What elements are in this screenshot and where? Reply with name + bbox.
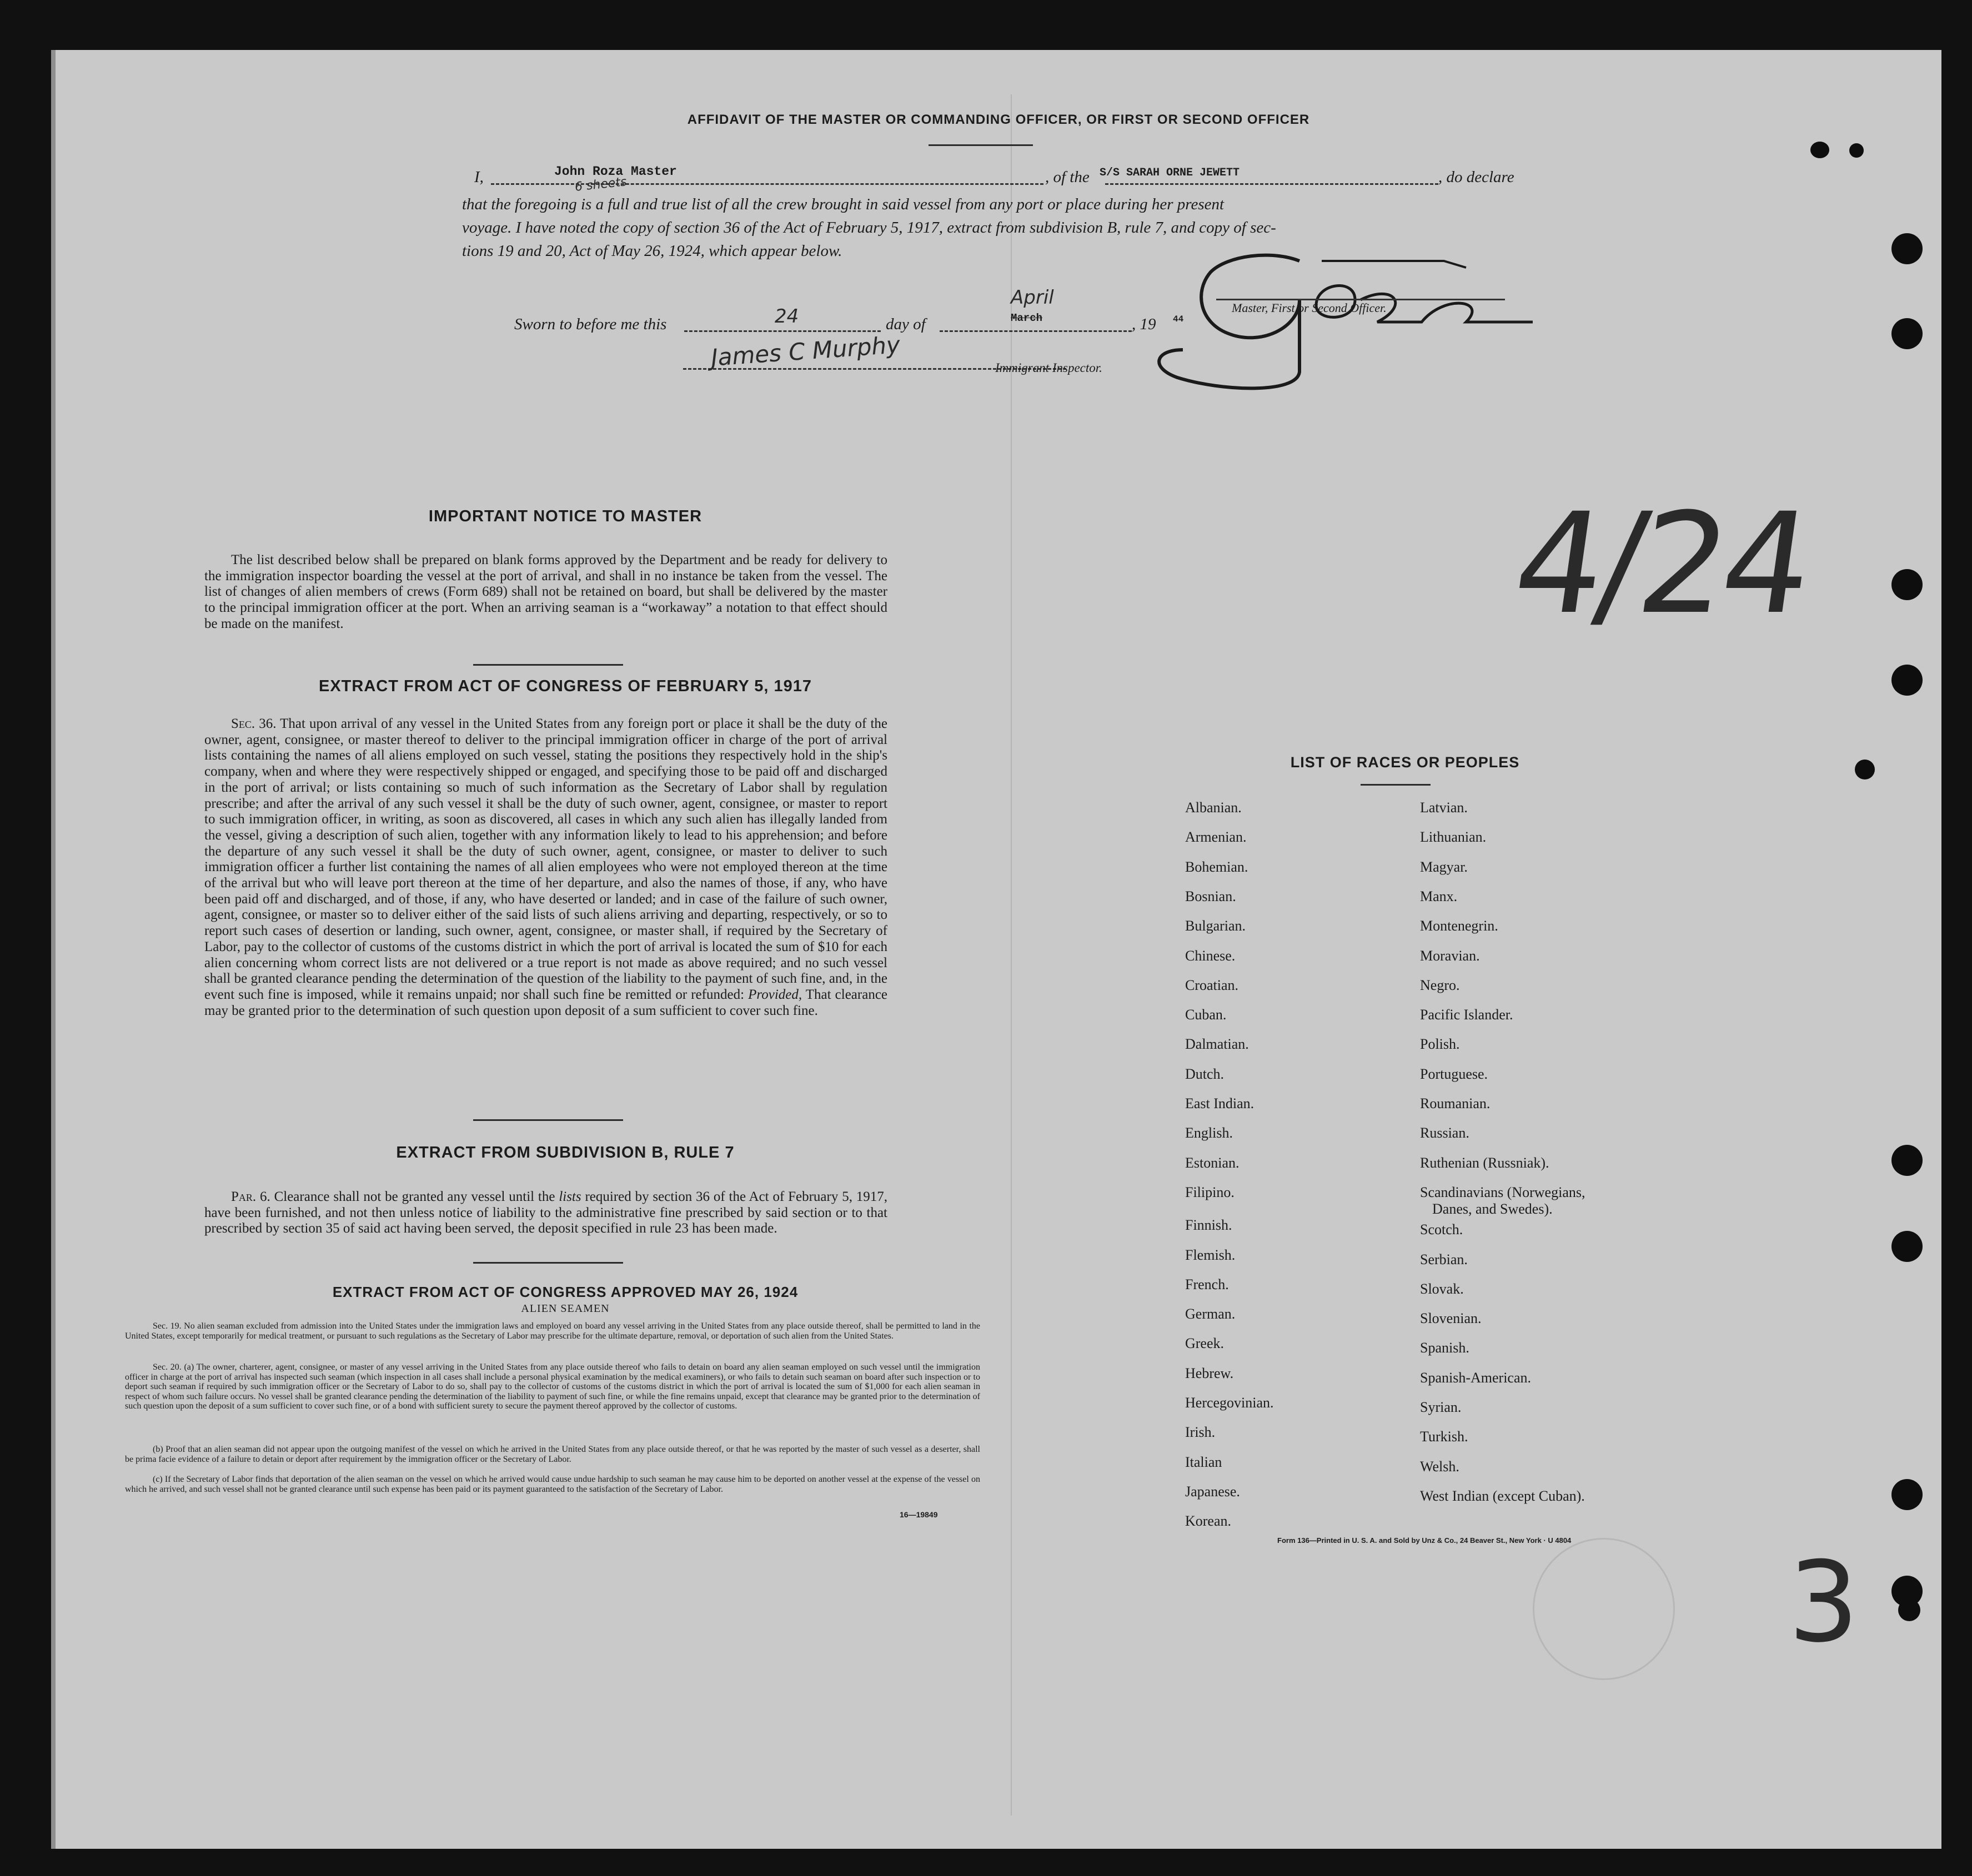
master-signature	[1133, 239, 1544, 394]
sec-36-label: Sec. 36.	[231, 716, 277, 731]
race-item: Magyar.	[1420, 858, 1468, 875]
race-item: Syrian.	[1420, 1399, 1462, 1415]
race-item: Croatian.	[1185, 977, 1239, 993]
page-number: 3	[1788, 1538, 1859, 1667]
race-item: Slovak.	[1420, 1280, 1464, 1297]
form-footer: Form 136—Printed in U. S. A. and Sold by Unz & Co., 24 Beaver St., New York · U 4804	[1277, 1536, 1572, 1545]
punch-hole	[1891, 233, 1923, 264]
sheets-insert: 6 sheets	[574, 175, 628, 194]
race-item: Albanian.	[1185, 799, 1242, 816]
race-item: Chinese.	[1185, 947, 1236, 964]
race-item: Bosnian.	[1185, 888, 1236, 904]
year-field: 44	[1173, 314, 1184, 324]
sec-20a-text: Sec. 20. (a) The owner, charterer, agent, consignee, or master of any vessel arriving in the United States from any place outside thereof who fails to detain on board any alien seaman employed on such vessel until the immigration officer in charge at the port of arrival has inspected such seaman (which inspection in all cases shall include a personal physical examination by the medical examiners), or who fails to detain such seaman on board after such inspection or to deport such seaman if required by such immigration officer or the Secretary of Labor to do so, shall pay to the collector of customs of the customs district in which the port of arrival is located the sum of $1,000 for each alien seaman in respect of whom such failure occurs. No vessel shall be granted clearance pending the determination of the liability to payment of such fine, or while the fine remains unpaid, except that clearance may be granted prior to the determination of such question upon the deposit of a sum sufficient to cover such fine, or of a bond with sufficient surety to secure the payment thereof approved by the collector of customs.	[125, 1362, 980, 1411]
month-line	[940, 330, 1132, 332]
race-item: Dalmatian.	[1185, 1036, 1249, 1053]
sec-36-end: That clearance may be granted prior to the determination of such question upon deposit of a sum sufficient to cover such fine.	[204, 987, 888, 1018]
of-the-text: , of the	[1045, 168, 1090, 186]
rule7-title: EXTRACT FROM SUBDIVISION B, RULE 7	[396, 1144, 735, 1161]
print-code: 16—19849	[900, 1510, 938, 1519]
race-item: Manx.	[1420, 888, 1458, 904]
punch-hole	[1891, 569, 1923, 600]
divider	[473, 1119, 623, 1121]
punch-hole	[1891, 1479, 1923, 1510]
divider	[1361, 784, 1431, 786]
document-sheet	[51, 50, 1941, 1849]
race-item: Montenegrin.	[1420, 918, 1498, 934]
master-name-field: John Roza Master	[554, 164, 677, 179]
affidavit-line-2: that the foregoing is a full and true list of all the crew brought in said vessel from any port or place during her present	[462, 195, 1225, 213]
punch-hole	[1898, 1599, 1920, 1621]
race-item: Hercegovinian.	[1185, 1395, 1274, 1411]
par-6-label: Par. 6.	[231, 1189, 270, 1204]
notice-title: IMPORTANT NOTICE TO MASTER	[428, 507, 703, 525]
sec-19-text: Sec. 19. No alien seaman excluded from admission into the United States under the immigration laws and employed on board any vessel arriving in the United States from any place outside thereof, shall be permitted to land in the United States, except temporarily for medical treatment, or pursuant to such regulations as the Secretary of Labor may prescribe for the ultimate departure, removal, or deportation of such alien from the United States.	[125, 1321, 980, 1341]
race-item: Scandinavians (Norwegians,	[1420, 1184, 1585, 1200]
inspector-signature: James C Murphy	[710, 331, 901, 371]
race-item: Pacific Islander.	[1420, 1007, 1513, 1023]
ink-blot	[1810, 142, 1829, 158]
punch-hole	[1891, 1231, 1923, 1262]
race-item: Filipino.	[1185, 1184, 1235, 1200]
sec-20b-text: (b) Proof that an alien seaman did not appear upon the outgoing manifest of the vessel on which he arrived in the United States from any place outside thereof, or that he was reported by the master of such vessel as a deserter, shall be prima facie evidence of a failure to detain or deport after requirement by the immigration officer or the Secretary of Labor.	[125, 1445, 980, 1464]
rule7-text-2: required by section 36 of the Act of February 5, 1917, have been furnished, and not then unless notice of liability to the administrative fine prescribed by said section or to that prescribed by section 35 of said act having been served, the deposit specified in rule 23 has been made.	[204, 1189, 888, 1236]
race-item: Latvian.	[1420, 799, 1468, 816]
race-item: Roumanian.	[1420, 1095, 1491, 1111]
race-item: Lithuanian.	[1420, 829, 1487, 846]
race-item: Finnish.	[1185, 1217, 1232, 1234]
race-item: Negro.	[1420, 977, 1460, 993]
race-item: Japanese.	[1185, 1483, 1240, 1500]
race-item: Greek.	[1185, 1335, 1225, 1352]
race-item: Irish.	[1185, 1424, 1216, 1441]
race-item: Ruthenian (Russniak).	[1420, 1154, 1549, 1171]
race-item: Turkish.	[1420, 1429, 1468, 1445]
day-of-text: day of	[886, 315, 926, 333]
punch-hole	[1891, 1145, 1923, 1176]
affidavit-i: I,	[474, 168, 484, 186]
punch-hole	[1855, 760, 1875, 779]
signature-line	[1216, 299, 1505, 300]
race-item: German.	[1185, 1306, 1236, 1322]
sec-36-body: That upon arrival of any vessel in the United States from any foreign port or place it shall be the duty of the owner, agent, consignee, or master thereof to deliver to the principal immigration officer in charge of the port of arrival lists containing the names of all aliens employed on such vessel, stating the positions they respectively hold in the ship's company, when and where they were respectively shipped or engaged, and specifying those to be paid off and discharged in the port of arrival; or lists containing so much of such information as the Secretary of Labor shall by regulation prescribe; and after the arrival of any such vessel it shall be the duty of such owner, agent, consignee, or master to report to such immigration officer, in writing, as soon as discovered, all cases in which any such alien has illegally landed from the vessel, giving a description of such alien, together with any information likely to lead to his apprehension; and before the departure of any such vessel it shall be the duty of such owner, agent, consignee, or master to deliver to such immigration officer a further list containing the names of all alien employees who were not employed thereon at the time of the arrival but who will leave port thereon at the time of her departure, and also the names of those, if any, who have been paid off and discharged, and of those, if any, who have deserted or landed; and in case of the failure of such owner, agent, consignee, or master so to deliver either of the said lists of such aliens arriving and departing, respectively, or so to report such cases of desertion or landing, such owner, agent, consignee, or master shall, if required by the Secretary of Labor, pay to the collector of customs of the customs district in which the port of arrival is located the sum of $10 for each alien concerning whom correct lists are not delivered or a true report is not made as above required; and no such vessel shall be granted clearance pending the determination of the question of the liability to the payment of such fine, and, in the event such fine is imposed, while it remains unpaid; nor shall such fine be remitted or refunded:	[204, 716, 887, 1002]
races-title: LIST OF RACES OR PEOPLES	[1290, 754, 1520, 771]
affidavit-title: AFFIDAVIT OF THE MASTER OR COMMANDING OFFICER, OR FIRST OR SECOND OFFICER	[687, 112, 1310, 127]
sec-20c-text: (c) If the Secretary of Labor finds that deportation of the alien seaman on the vessel on which he arrived would cause undue hardship to such seaman he may cause him to be deported on another vessel at the expense of the vessel on which he arrived, and such vessel shall not be granted clearance until such expense has been paid or its payment guaranteed to the satisfaction of the Secretary of Labor.	[125, 1475, 980, 1494]
race-item: Russian.	[1420, 1125, 1469, 1141]
divider	[473, 1262, 623, 1264]
affidavit-line-4: tions 19 and 20, Act of May 26, 1924, which appear below.	[462, 242, 842, 260]
divider	[929, 144, 1033, 146]
race-item: West Indian (except Cuban).	[1420, 1487, 1585, 1504]
month-handwritten: April	[1011, 286, 1054, 309]
race-item: Cuban.	[1185, 1007, 1227, 1023]
race-item: Hebrew.	[1185, 1365, 1234, 1381]
inspector-caption: Immigrant Inspector.	[995, 361, 1102, 375]
alien-seamen-subtitle: ALIEN SEAMEN	[521, 1302, 610, 1315]
notice-text: The list described below shall be prepared on blank forms approved by the Department and be ready for delivery to the immigration inspector boarding the vessel at the port of arrival, and shall in no instance be taken from the vessel. The list of changes of alien members of crews (Form 689) shall not be retained on board, but shall be delivered by the master to the principal immigration officer at the port. When an arriving seaman is a “workaway” a notation to that effect should be made on the manifest.	[204, 552, 887, 631]
race-item: French.	[1185, 1276, 1229, 1292]
race-item: Welsh.	[1420, 1458, 1459, 1475]
vessel-name-field: S/S SARAH ORNE JEWETT	[1100, 167, 1240, 179]
race-item: Danes, and Swedes).	[1432, 1200, 1553, 1217]
extract-1917-text	[204, 716, 887, 1019]
punch-hole	[1891, 665, 1923, 696]
race-item: Moravian.	[1420, 947, 1480, 964]
race-item: Portuguese.	[1420, 1065, 1488, 1082]
sworn-text: Sworn to before me this	[514, 315, 667, 333]
ink-blot	[1849, 143, 1864, 158]
race-item: Flemish.	[1185, 1246, 1236, 1263]
rule7-text-1: Clearance shall not be granted any vessel until the	[274, 1189, 555, 1204]
extract-1917-title: EXTRACT FROM ACT OF CONGRESS OF FEBRUARY 5, 1917	[318, 677, 812, 695]
race-item: English.	[1185, 1125, 1233, 1141]
punch-hole	[1891, 318, 1923, 349]
race-item: Slovenian.	[1420, 1310, 1482, 1327]
embossed-seal	[1533, 1538, 1675, 1680]
do-declare-text: , do declare	[1438, 168, 1514, 186]
race-item: Estonian.	[1185, 1154, 1240, 1171]
signature-caption: Master, First or Second Officer.	[1232, 301, 1387, 315]
provided-word: Provided,	[748, 987, 802, 1002]
extract-1924-title: EXTRACT FROM ACT OF CONGRESS APPROVED MAY 26, 1924	[332, 1284, 799, 1300]
race-item: Italian	[1185, 1453, 1222, 1470]
race-item: Korean.	[1185, 1513, 1232, 1530]
vessel-line	[1105, 183, 1438, 185]
race-item: East Indian.	[1185, 1095, 1255, 1111]
day-line	[684, 330, 881, 332]
rule7-text	[204, 1189, 887, 1237]
race-item: Bohemian.	[1185, 858, 1248, 875]
affidavit-line-3: voyage. I have noted the copy of section 36 of the Act of February 5, 1917, extract from subdivision B, rule 7, and copy of sec-	[462, 219, 1276, 237]
race-item: Spanish.	[1420, 1340, 1469, 1356]
lists-word: lists	[559, 1189, 581, 1204]
year-prefix: , 19	[1132, 315, 1156, 333]
race-item: Spanish-American.	[1420, 1369, 1532, 1386]
divider	[473, 664, 623, 666]
date-note: 4/24	[1504, 483, 1817, 645]
day-field: 24	[775, 305, 799, 328]
race-item: Scotch.	[1420, 1221, 1463, 1238]
month-typed: March	[1011, 312, 1043, 324]
race-item: Serbian.	[1420, 1251, 1468, 1268]
fold-line	[1011, 94, 1012, 1815]
name-line	[491, 183, 1043, 185]
race-item: Dutch.	[1185, 1065, 1225, 1082]
race-item: Bulgarian.	[1185, 918, 1246, 934]
race-item: Polish.	[1420, 1036, 1460, 1053]
race-item: Armenian.	[1185, 829, 1247, 846]
